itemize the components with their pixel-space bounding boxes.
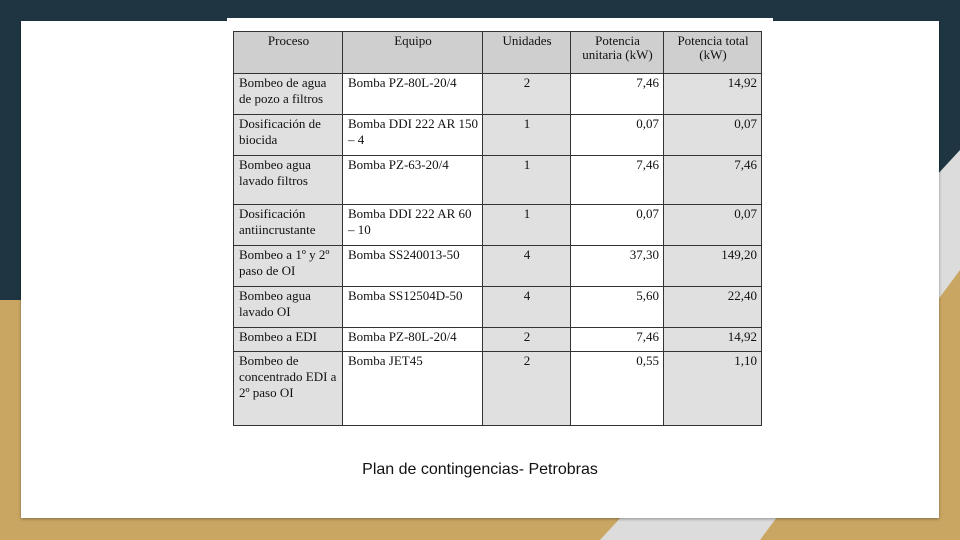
cell-proceso: Bombeo a EDI — [234, 328, 343, 352]
cell-equipo: Bomba SS240013-50 — [343, 246, 483, 287]
slide-card — [21, 21, 939, 518]
cell-equipo: Bomba DDI 222 AR 150 – 4 — [343, 115, 483, 156]
cell-potencia-unitaria: 37,30 — [571, 246, 664, 287]
cell-unidades: 2 — [483, 328, 571, 352]
cell-unidades: 1 — [483, 115, 571, 156]
cell-potencia-total: 1,10 — [664, 352, 762, 426]
cell-equipo: Bomba PZ-63-20/4 — [343, 156, 483, 205]
cell-potencia-total: 7,46 — [664, 156, 762, 205]
cell-potencia-total: 149,20 — [664, 246, 762, 287]
header-proceso: Proceso — [234, 32, 343, 74]
cell-unidades: 2 — [483, 74, 571, 115]
header-unidades: Unidades — [483, 32, 571, 74]
table-row — [234, 205, 762, 246]
cell-unidades: 4 — [483, 246, 571, 287]
cell-proceso: Bombeo agua lavado OI — [234, 287, 343, 328]
header-equipo: Equipo — [343, 32, 483, 74]
cell-potencia-unitaria: 7,46 — [571, 328, 664, 352]
cell-potencia-unitaria: 0,55 — [571, 352, 664, 426]
cell-proceso: Bombeo de concentrado EDI a 2º paso OI — [234, 352, 343, 426]
cell-equipo: Bomba SS12504D-50 — [343, 287, 483, 328]
cell-potencia-unitaria: 5,60 — [571, 287, 664, 328]
cell-proceso: Bombeo agua lavado filtros — [234, 156, 343, 205]
equipment-power-table — [233, 31, 762, 426]
cell-unidades: 4 — [483, 287, 571, 328]
cell-potencia-unitaria: 7,46 — [571, 156, 664, 205]
cell-proceso: Bombeo de agua de pozo a filtros — [234, 74, 343, 115]
header-potencia-unitaria: Potencia unitaria (kW) — [571, 32, 664, 74]
cell-unidades: 1 — [483, 205, 571, 246]
cell-unidades: 1 — [483, 156, 571, 205]
cell-potencia-total: 0,07 — [664, 115, 762, 156]
cell-equipo: Bomba PZ-80L-20/4 — [343, 328, 483, 352]
header-potencia-total: Potencia total (kW) — [664, 32, 762, 74]
table-row — [234, 328, 762, 352]
cell-potencia-total: 22,40 — [664, 287, 762, 328]
cell-equipo: Bomba PZ-80L-20/4 — [343, 74, 483, 115]
cell-potencia-unitaria: 0,07 — [571, 115, 664, 156]
cell-proceso: Dosificación de biocida — [234, 115, 343, 156]
cell-proceso: Bombeo a 1º y 2º paso de OI — [234, 246, 343, 287]
table-row — [234, 287, 762, 328]
cell-equipo: Bomba JET45 — [343, 352, 483, 426]
equipment-table-image — [227, 18, 773, 431]
cell-unidades: 2 — [483, 352, 571, 426]
cell-potencia-unitaria: 7,46 — [571, 74, 664, 115]
cell-potencia-unitaria: 0,07 — [571, 205, 664, 246]
slide-caption: Plan de contingencias- Petrobras — [362, 461, 598, 478]
cell-proceso: Dosificación antiincrustante — [234, 205, 343, 246]
cell-potencia-total: 14,92 — [664, 328, 762, 352]
table-row — [234, 246, 762, 287]
table-row — [234, 156, 762, 205]
table-header-row — [234, 32, 762, 74]
table-row — [234, 74, 762, 115]
cell-potencia-total: 0,07 — [664, 205, 762, 246]
cell-potencia-total: 14,92 — [664, 74, 762, 115]
table-row — [234, 352, 762, 426]
table-row — [234, 115, 762, 156]
cell-equipo: Bomba DDI 222 AR 60 – 10 — [343, 205, 483, 246]
